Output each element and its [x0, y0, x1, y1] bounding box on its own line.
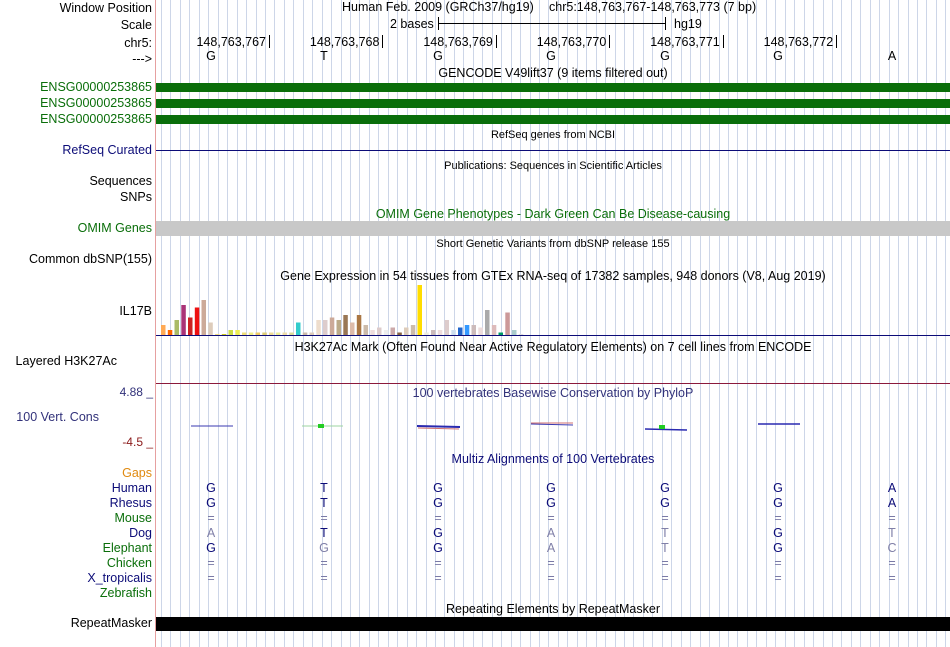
track-labels	[0, 0, 155, 647]
alignment-base: A	[546, 541, 556, 555]
gtex-tissue-bar	[377, 328, 382, 336]
repeatmasker-track-title: Repeating Elements by RepeatMasker	[445, 602, 660, 616]
gtex-tissue-bar	[235, 330, 240, 335]
multiz-track-title: Multiz Alignments of 100 Vertebrates	[451, 452, 655, 466]
h3k27ac-baseline	[156, 383, 950, 384]
alignment-base: G	[773, 526, 783, 540]
alignment-base: =	[661, 571, 669, 585]
gtex-tissue-bar	[229, 330, 234, 335]
h3k27ac-track-label[interactable]: Layered H3K27Ac	[15, 354, 117, 368]
species-label-chicken: Chicken	[106, 556, 152, 570]
gtex-tissue-bar	[269, 333, 274, 336]
alignment-base: =	[434, 511, 442, 525]
gencode-item-label[interactable]: ENSG00000253865	[40, 80, 152, 94]
alignment-base: T	[661, 526, 669, 540]
phylop-max-label: 4.88 _	[119, 385, 153, 399]
gtex-tissue-bar	[195, 308, 200, 336]
gencode-track-title: GENCODE V49lift37 (9 items filtered out)	[438, 66, 668, 80]
gtex-tissue-bar	[188, 318, 193, 336]
scale-text: 2 bases	[390, 17, 434, 31]
alignment-base: =	[434, 556, 442, 570]
alignment-base: G	[206, 496, 216, 510]
coordinate-label: 148,763,772	[763, 35, 834, 49]
alignment-base: =	[320, 571, 328, 585]
gtex-gene-label[interactable]: IL17B	[119, 304, 152, 318]
gtex-tissue-bar	[289, 333, 294, 336]
gencode-gene-bar[interactable]	[156, 115, 950, 124]
gencode-item-label[interactable]: ENSG00000253865	[40, 112, 152, 126]
gtex-tissue-bar	[418, 285, 423, 335]
publications-track-title: Publications: Sequences in Scientific Articles	[444, 160, 662, 172]
assembly-name: Human Feb. 2009 (GRCh37/hg19)	[342, 0, 534, 14]
alignment-base: A	[546, 526, 556, 540]
gtex-tissue-bar	[249, 333, 254, 336]
alignment-base: A	[206, 526, 216, 540]
refseq-track-title: RefSeq genes from NCBI	[490, 129, 616, 141]
alignment-base: A	[887, 496, 897, 510]
alignment-base: A	[887, 481, 897, 495]
alignment-base: =	[774, 556, 782, 570]
alignment-base: T	[320, 526, 328, 540]
gtex-tissue-bar	[512, 330, 517, 335]
phylop-mark	[318, 424, 324, 428]
alignment-base: G	[433, 541, 443, 555]
coordinate-tick	[496, 35, 497, 48]
phylop-conservation-plot[interactable]	[156, 418, 950, 434]
refseq-track-label[interactable]: RefSeq Curated	[62, 143, 152, 157]
dbsnp-track-label[interactable]: Common dbSNP(155)	[29, 252, 152, 266]
gtex-tissue-bar	[276, 333, 281, 336]
alignment-base: =	[434, 571, 442, 585]
phylop-track-title: 100 vertebrates Basewise Conservation by PhyloP	[412, 386, 694, 400]
alignment-base: =	[888, 571, 896, 585]
gtex-tissue-bar	[485, 310, 490, 335]
alignment-base: =	[661, 511, 669, 525]
alignment-base: =	[547, 571, 555, 585]
strand-arrow-label: --->	[132, 52, 152, 66]
reference-base: G	[433, 49, 443, 63]
gtex-tissue-bar	[343, 315, 348, 335]
window-position-value: chr5:148,763,767-148,763,773 (7 bp)	[549, 0, 757, 14]
repeatmasker-track-label[interactable]: RepeatMasker	[70, 616, 152, 630]
phylop-mark	[645, 429, 687, 430]
alignment-base: =	[661, 556, 669, 570]
alignment-base: G	[433, 496, 443, 510]
alignment-base: G	[546, 481, 556, 495]
alignment-base: =	[547, 556, 555, 570]
alignment-base: G	[319, 541, 329, 555]
gtex-tissue-bar	[168, 330, 173, 335]
phylop-mark	[418, 428, 459, 429]
species-label-rhesus: Rhesus	[109, 496, 152, 510]
reference-base: G	[773, 49, 783, 63]
scale-bar	[438, 23, 666, 24]
scale-label: Scale	[120, 18, 152, 32]
window-position-label: Window Position	[59, 1, 152, 15]
reference-base: G	[206, 49, 216, 63]
coordinate-label: 148,763,771	[650, 35, 720, 49]
snps-track-label[interactable]: SNPs	[120, 190, 152, 204]
alignment-base: G	[206, 481, 216, 495]
gtex-tissue-bar	[397, 333, 402, 336]
gtex-tissue-bar	[478, 328, 483, 336]
coordinate-tick	[382, 35, 383, 48]
gtex-tissue-bar	[161, 325, 166, 335]
coordinate-label: 148,763,767	[196, 35, 266, 49]
gtex-tissue-bar	[411, 325, 416, 335]
alignment-base: G	[660, 496, 670, 510]
coordinate-label: 148,763,770	[536, 35, 607, 49]
gtex-tissue-bar	[391, 328, 396, 336]
gencode-gene-bar[interactable]	[156, 99, 950, 108]
refseq-gene-line[interactable]	[156, 150, 950, 151]
alignment-base: =	[320, 556, 328, 570]
gtex-tissue-bar	[181, 305, 186, 335]
species-label-elephant: Elephant	[102, 541, 152, 555]
alignment-base: =	[207, 571, 215, 585]
chr-label: chr5:	[124, 36, 152, 50]
gtex-tissue-bar	[505, 313, 510, 336]
alignment-base: =	[320, 511, 328, 525]
sequences-track-label[interactable]: Sequences	[89, 174, 152, 188]
gtex-tissue-bar	[424, 333, 429, 336]
phylop-min-label: -4.5 _	[122, 435, 153, 449]
track-area[interactable]	[156, 0, 950, 647]
alignment-base: G	[546, 496, 556, 510]
alignment-base: C	[887, 541, 897, 555]
gtex-tissue-bar	[472, 325, 477, 335]
species-label-x-tropicalis: X_tropicalis	[87, 571, 152, 585]
alignment-base: T	[320, 481, 328, 495]
reference-base: A	[887, 49, 897, 63]
gtex-tissue-bar	[458, 328, 463, 336]
scale-bar-right-tick	[665, 17, 666, 30]
gtex-tissue-bar	[404, 328, 409, 336]
alignment-base: G	[773, 481, 783, 495]
reference-base: T	[320, 49, 328, 63]
omim-track-label[interactable]: OMIM Genes	[77, 221, 152, 235]
alignment-base: =	[547, 511, 555, 525]
gtex-tissue-bar	[215, 334, 220, 335]
species-label-human: Human	[111, 481, 152, 495]
coordinate-tick	[723, 35, 724, 48]
gtex-tissue-bar	[370, 330, 375, 335]
species-label-zebrafish: Zebrafish	[99, 586, 152, 600]
gtex-track-title: Gene Expression in 54 tissues from GTEx RNA-seq of 17382 samples, 948 donors (V8, Aug 2019)	[280, 269, 826, 283]
alignment-base: =	[207, 511, 215, 525]
gtex-tissue-bar	[303, 333, 308, 336]
gtex-tissue-bar	[283, 333, 288, 336]
gtex-tissue-bar	[296, 323, 301, 336]
gtex-tissue-bar	[262, 333, 267, 336]
repeatmasker-bar[interactable]	[156, 617, 950, 631]
alignment-base: G	[433, 481, 443, 495]
gtex-tissue-bar	[330, 318, 335, 336]
alignment-base: T	[888, 526, 896, 540]
omim-track-title: OMIM Gene Phenotypes - Dark Green Can Be Disease-causing	[375, 207, 731, 221]
coordinate-tick	[609, 35, 610, 48]
scale-db: hg19	[674, 17, 702, 31]
alignment-base: =	[774, 571, 782, 585]
alignment-base: =	[888, 556, 896, 570]
gtex-tissue-bar	[384, 330, 389, 335]
phylop-track-label[interactable]: 100 Vert. Cons	[16, 410, 99, 424]
alignment-base: =	[207, 556, 215, 570]
gtex-tissue-bar	[175, 320, 180, 335]
gtex-tissue-bar	[499, 333, 504, 336]
reference-base: G	[546, 49, 556, 63]
scale-bar-left-tick	[438, 17, 439, 30]
omim-gene-bar[interactable]	[156, 221, 950, 236]
reference-base: G	[660, 49, 670, 63]
gaps-label: Gaps	[122, 466, 152, 480]
gtex-tissue-bar	[202, 300, 207, 335]
gtex-tissue-bar	[445, 320, 450, 335]
gencode-item-label[interactable]: ENSG00000253865	[40, 96, 152, 110]
gtex-tissue-bar	[357, 315, 362, 335]
alignment-base: G	[773, 496, 783, 510]
gtex-tissue-bar	[316, 320, 321, 335]
alignment-base: G	[660, 481, 670, 495]
gtex-tissue-bar	[465, 325, 470, 335]
alignment-base: G	[433, 526, 443, 540]
gencode-gene-bar[interactable]	[156, 83, 950, 92]
gtex-tissue-bar	[256, 333, 261, 336]
species-label-mouse: Mouse	[114, 511, 152, 525]
alignment-base: =	[774, 511, 782, 525]
gtex-tissue-bar	[208, 323, 213, 336]
gtex-expression-chart[interactable]	[156, 283, 950, 337]
gtex-tissue-bar	[492, 325, 497, 335]
alignment-base: T	[320, 496, 328, 510]
gtex-tissue-bar	[222, 334, 227, 335]
phylop-mark	[659, 425, 665, 429]
alignment-base: G	[206, 541, 216, 555]
gtex-tissue-bar	[519, 334, 524, 335]
phylop-mark	[417, 426, 460, 427]
alignment-base: =	[888, 511, 896, 525]
alignment-base: G	[773, 541, 783, 555]
gtex-tissue-bar	[323, 320, 328, 335]
gtex-tissue-bar	[310, 333, 315, 336]
h3k27ac-track-title: H3K27Ac Mark (Often Found Near Active Regulatory Elements) on 7 cell lines from ENCODE	[294, 340, 812, 354]
gtex-tissue-bar	[364, 325, 369, 335]
coordinate-label: 148,763,769	[423, 35, 493, 49]
gtex-tissue-bar	[337, 320, 342, 335]
gtex-tissue-bar	[438, 330, 443, 335]
dbsnp-track-title: Short Genetic Variants from dbSNP release 155	[436, 238, 670, 250]
phylop-mark	[531, 424, 573, 425]
gtex-tissue-bar	[451, 330, 456, 335]
gtex-tissue-bar	[431, 330, 436, 335]
coordinate-tick	[836, 35, 837, 48]
gtex-tissue-bar	[350, 323, 355, 336]
coordinate-label: 148,763,768	[309, 35, 380, 49]
alignment-base: T	[661, 541, 669, 555]
coordinate-tick	[269, 35, 270, 48]
species-label-dog: Dog	[129, 526, 152, 540]
gtex-tissue-bar	[242, 333, 247, 336]
